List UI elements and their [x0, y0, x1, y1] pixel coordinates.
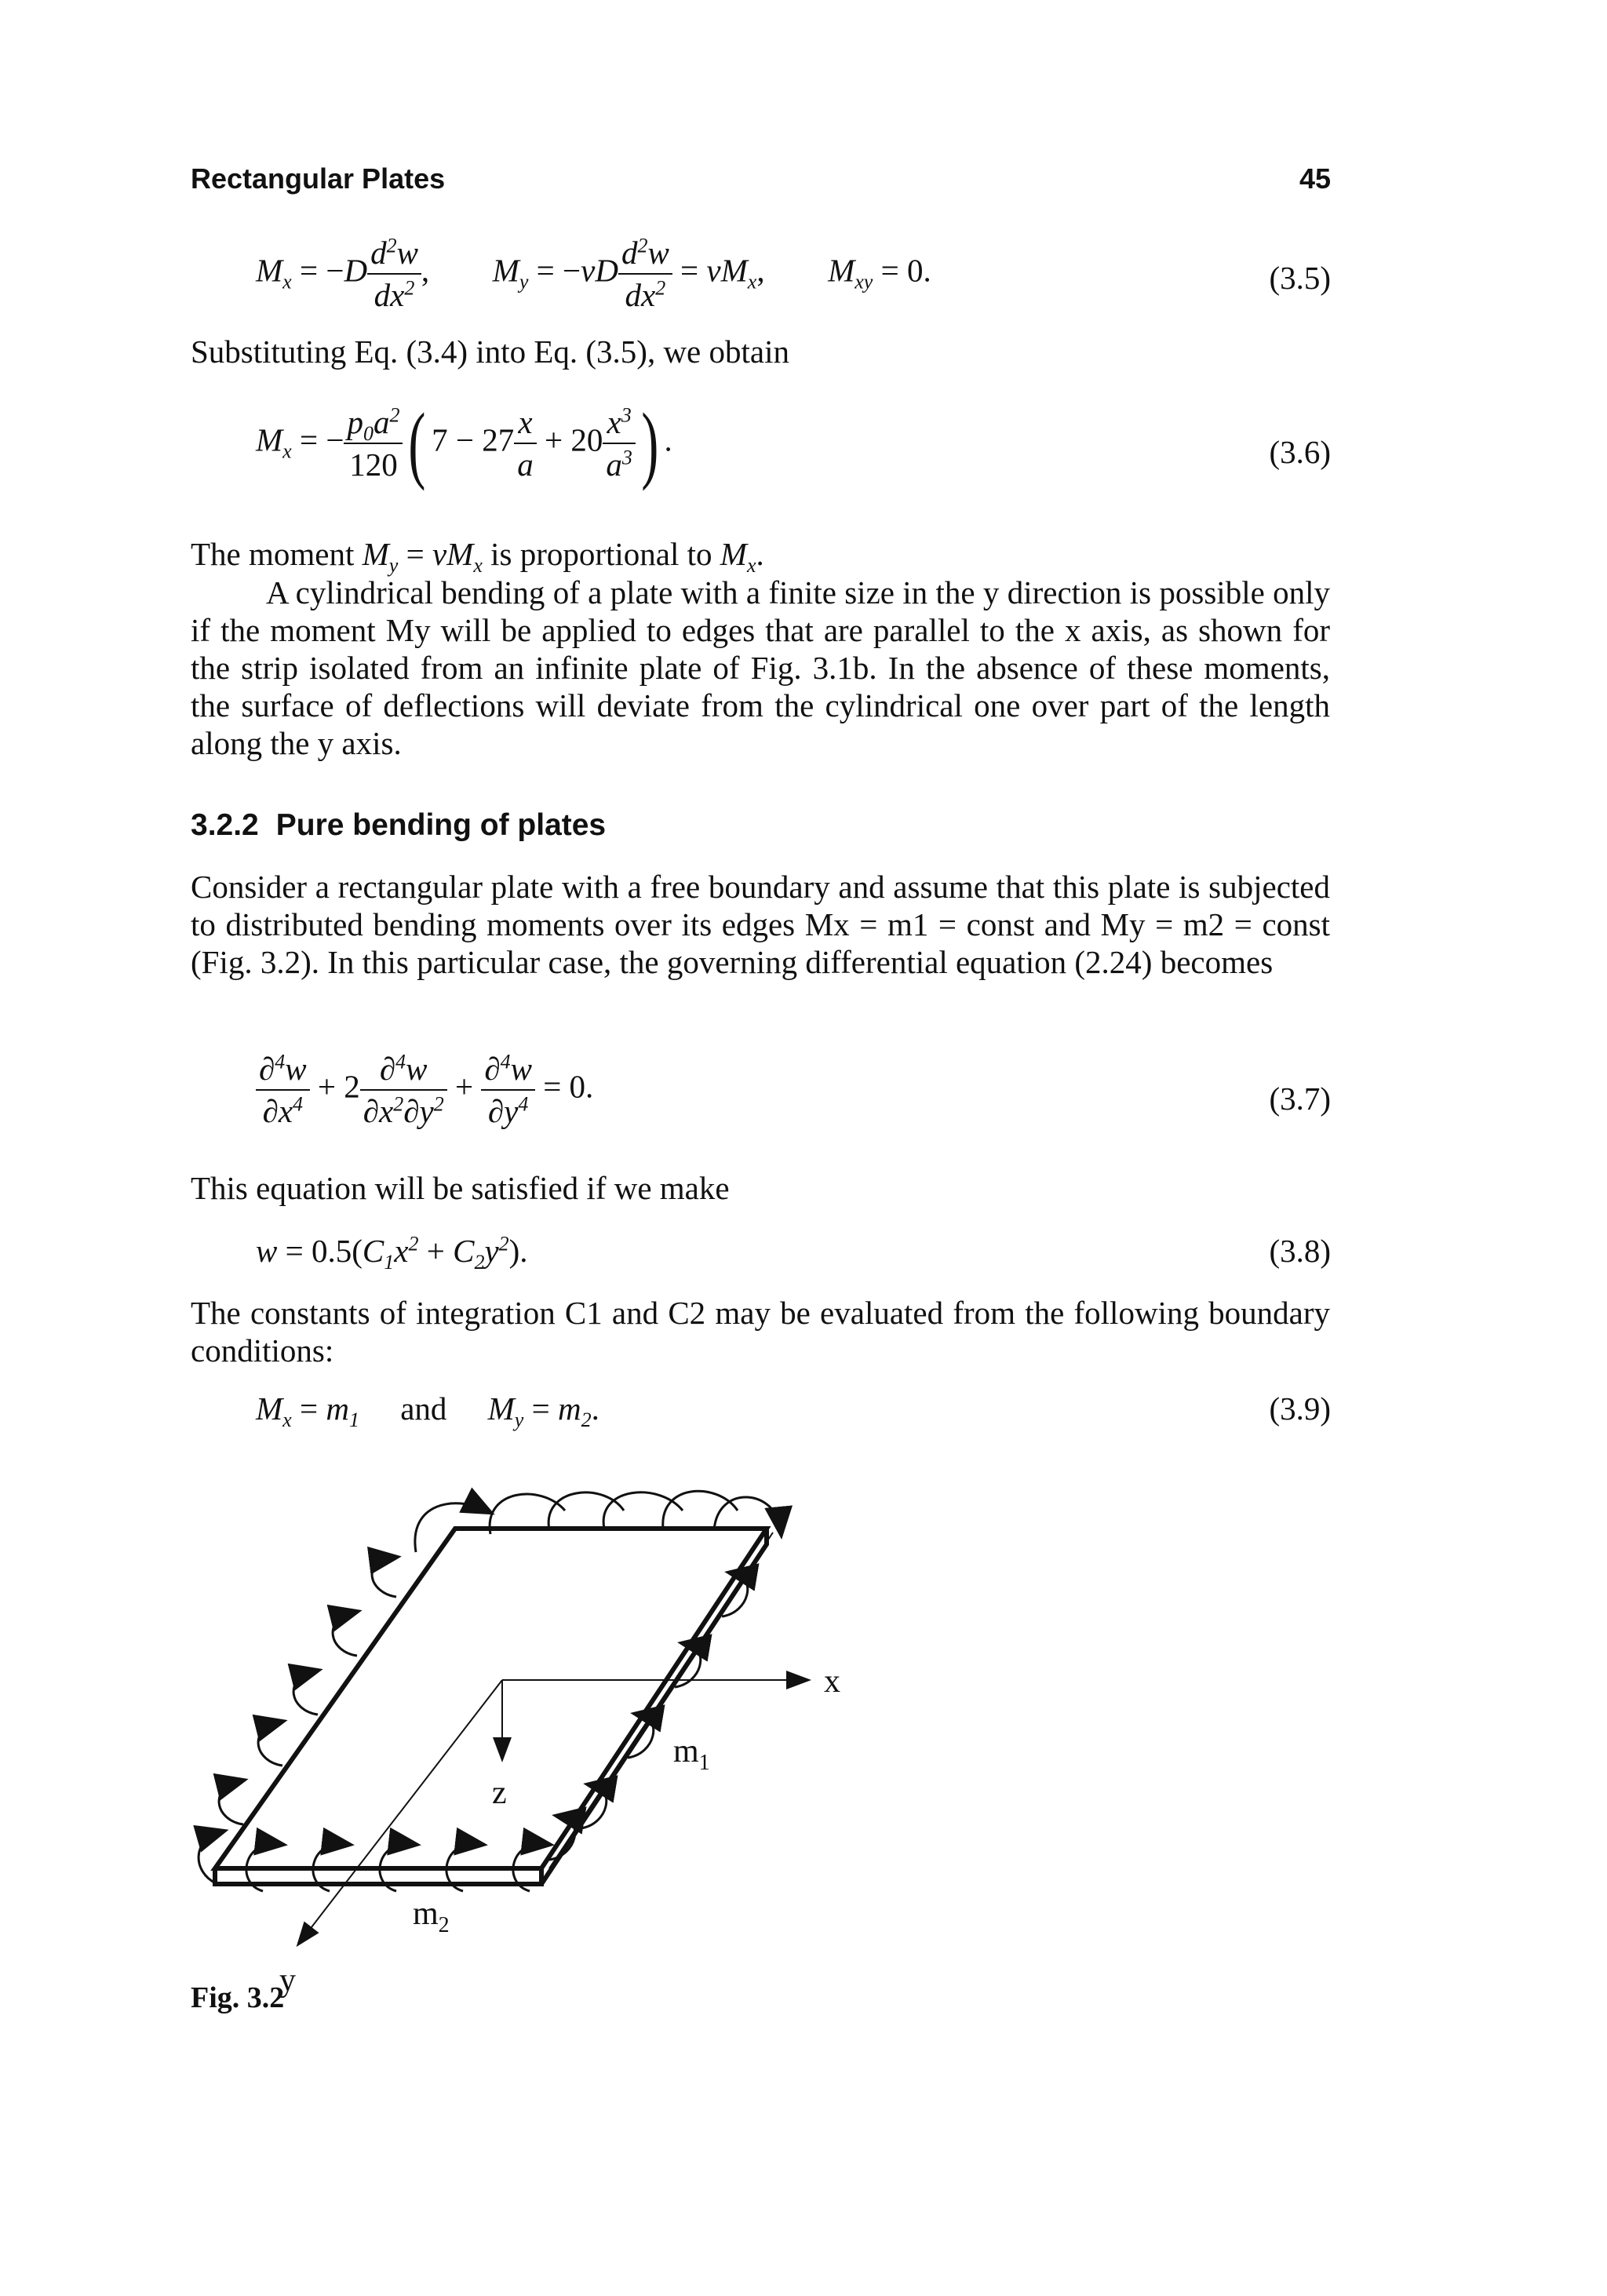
axis-label-x: x — [824, 1664, 840, 1700]
moment-label-m1 — [673, 1733, 710, 1775]
moment-label-m2-base: m — [413, 1896, 439, 1932]
running-header-title: Rectangular Plates — [191, 162, 446, 195]
equation-3-8: $w = 0.5(C_1x^2 + C_2y^2)$. — [256, 1232, 528, 1274]
equation-3-7: $\frac{\partial^4w}{\partial x^4}$ + 2 $\frac{\partial^4w}{\partial x^2\partial y^2}$ + $\frac{\partial^4w}{\partial y^4}$ = 0. — [256, 1050, 593, 1130]
equation-number-3-9: (3.9) — [1269, 1390, 1331, 1427]
axis-label-y: y — [279, 1963, 296, 1999]
figure-caption: Fig. 3.2 — [191, 1981, 285, 2014]
moment-label-m2-subscript: 2 — [438, 1913, 450, 1937]
moment-label-m1-base: m — [673, 1733, 699, 1769]
equation-3-9-and: and — [400, 1390, 447, 1427]
paragraph-cylindrical-bending: A cylindrical bending of a plate with a finite size in the y direction is possible only if the moment My will be applied to edges that are parallel to the x axis, as shown for the strip isolated from an infinite plate of Fig. 3.1b. In the absence of these moments, the surface of deflections will deviate from the cylindrical one over part of the length along the y axis. — [191, 574, 1330, 761]
equation-number-3-8: (3.8) — [1269, 1233, 1331, 1269]
paragraph-moment-proportional: The moment $M_y = \nu M_x$ is proportional to $M_x$. — [191, 536, 764, 578]
section-number: 3.2.2 — [191, 808, 259, 842]
equation-3-6: $M_x$ = − $\frac{p_0a^2}{120}$ ( 7 − 27 $\frac{x}{a}$ + 20 $\frac{x^3}{a^3}$ ) . — [256, 395, 672, 491]
paragraph-rectangular-plate: Consider a rectangular plate with a free boundary and assume that this plate is subjected to distributed bending moments over its edges Mx = m1 = const and My = m2 = const (Fig. 3.2). In this particular case, the governing differential equation (2.24) becomes — [191, 869, 1330, 980]
equation-3-9: $M_x = m_1$ and $M_y = m_2$. — [256, 1390, 599, 1432]
moment-label-m2 — [413, 1896, 450, 1937]
equation-number-3-7: (3.7) — [1269, 1081, 1331, 1117]
equation-number-3-6: (3.6) — [1269, 434, 1331, 470]
paragraph-substituting: Substituting Eq. (3.4) into Eq. (3.5), we obtain — [191, 333, 789, 370]
moment-label-m1-subscript: 1 — [698, 1751, 710, 1775]
equation-number-3-5: (3.5) — [1269, 260, 1331, 296]
section-title: Pure bending of plates — [275, 808, 607, 842]
paragraph-constants: The constants of integration C1 and C2 may be evaluated from the following boundary conditions: — [191, 1295, 1330, 1368]
axis-label-z: z — [492, 1775, 507, 1811]
paragraph-satisfied: This equation will be satisfied if we make — [191, 1170, 730, 1206]
page-number: 45 — [1299, 162, 1331, 195]
equation-3-5: $M_x = -D$ $\frac{d^2w}{dx^2}$ , $M_y = -\nu D$ $\frac{d^2w}{dx^2}$ = $\nu M_x$, $M_{xy} = 0$. — [256, 234, 931, 313]
